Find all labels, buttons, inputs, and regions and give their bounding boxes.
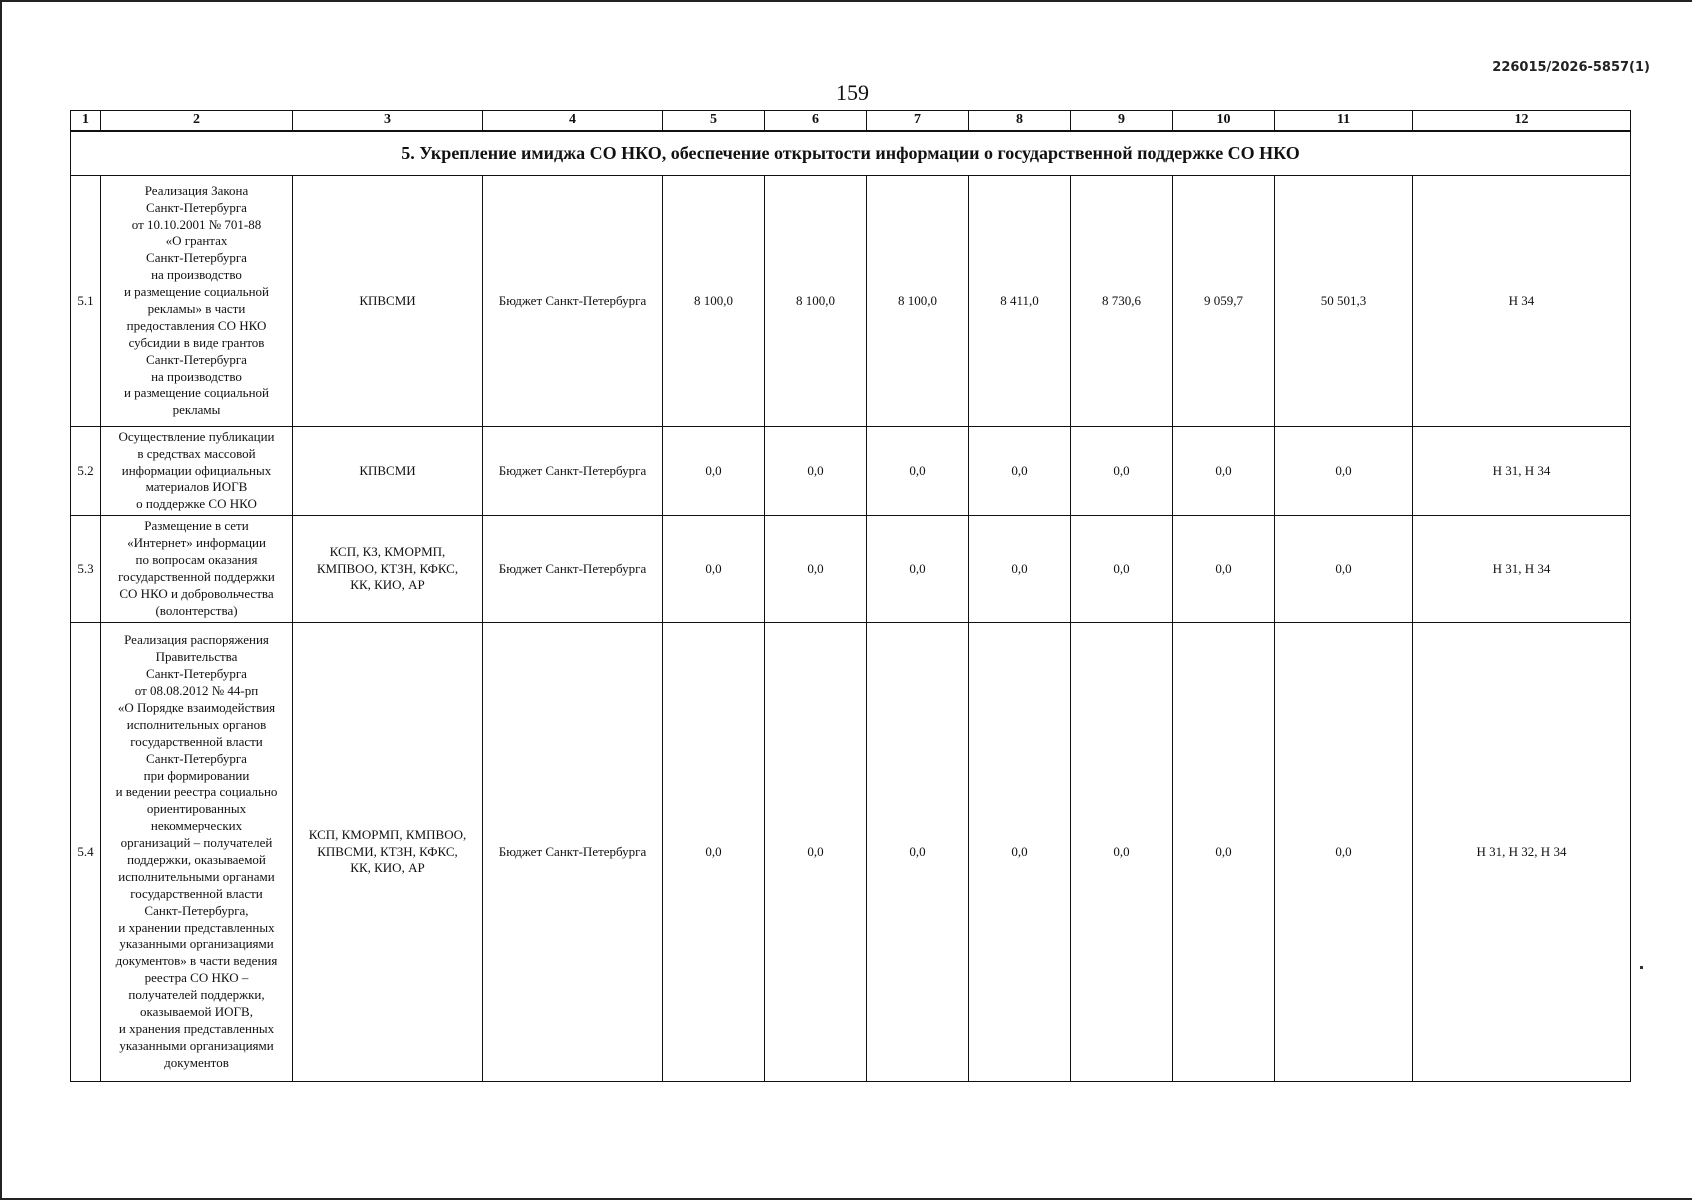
- column-header: 7: [867, 111, 969, 132]
- row-number: 5.3: [71, 516, 101, 623]
- document-code: 226015/2026-5857(1): [1492, 60, 1650, 75]
- indicator-codes: Н 31, Н 32, Н 34: [1413, 623, 1631, 1082]
- value-col-5: 8 100,0: [663, 176, 765, 427]
- executor: КПВСМИ: [293, 427, 483, 516]
- value-total: 0,0: [1275, 427, 1413, 516]
- value-col-10: 0,0: [1173, 623, 1275, 1082]
- value-col-8: 0,0: [969, 516, 1071, 623]
- column-header: 5: [663, 111, 765, 132]
- value-col-5: 0,0: [663, 516, 765, 623]
- scan-left-border: [0, 0, 2, 1200]
- column-header: 12: [1413, 111, 1631, 132]
- section-title: 5. Укрепление имиджа СО НКО, обеспечение открытости информации о государственной поддержке СО НКО: [71, 131, 1631, 176]
- activity-description: Размещение в сети «Интернет» информации по вопросам оказания государственной поддержки СО НКО и добровольчества (волонтерства): [101, 516, 293, 623]
- value-col-6: 8 100,0: [765, 176, 867, 427]
- column-header: 2: [101, 111, 293, 132]
- row-number: 5.4: [71, 623, 101, 1082]
- program-activities-table: [70, 110, 1631, 1082]
- column-header: 8: [969, 111, 1071, 132]
- value-col-8: 0,0: [969, 623, 1071, 1082]
- value-col-10: 0,0: [1173, 427, 1275, 516]
- row-number: 5.2: [71, 427, 101, 516]
- funding-source: Бюджет Санкт-Петербурга: [483, 516, 663, 623]
- value-col-9: 0,0: [1071, 623, 1173, 1082]
- value-total: 0,0: [1275, 623, 1413, 1082]
- activity-description: Реализация Закона Санкт-Петербурга от 10.10.2001 № 701-88 «О грантах Санкт-Петербурга на производство и размещение социальной рекламы» в части предоставления СО НКО субсидии в виде грантов Санкт-Петербурга на производство и размещение социальной рекламы: [101, 176, 293, 427]
- value-col-10: 0,0: [1173, 516, 1275, 623]
- activity-description: Осуществление публикации в средствах массовой информации официальных материалов ИОГВ о поддержке СО НКО: [101, 427, 293, 516]
- executor: КСП, КЗ, КМОРМП, КМПВОО, КТЗН, КФКС, КК, КИО, АР: [293, 516, 483, 623]
- indicator-codes: Н 31, Н 34: [1413, 516, 1631, 623]
- column-header: 9: [1071, 111, 1173, 132]
- executor: КПВСМИ: [293, 176, 483, 427]
- column-header: 4: [483, 111, 663, 132]
- page-number: 159: [836, 80, 869, 105]
- indicator-codes: Н 31, Н 34: [1413, 427, 1631, 516]
- value-col-5: 0,0: [663, 623, 765, 1082]
- indicator-codes: Н 34: [1413, 176, 1631, 427]
- value-col-10: 9 059,7: [1173, 176, 1275, 427]
- column-header: 10: [1173, 111, 1275, 132]
- value-col-6: 0,0: [765, 427, 867, 516]
- table-row: [71, 427, 1631, 516]
- table-row: [71, 176, 1631, 427]
- funding-source: Бюджет Санкт-Петербурга: [483, 427, 663, 516]
- scan-top-border: [0, 0, 1692, 2]
- value-col-9: 8 730,6: [1071, 176, 1173, 427]
- value-col-6: 0,0: [765, 516, 867, 623]
- value-col-7: 0,0: [867, 427, 969, 516]
- value-col-7: 0,0: [867, 623, 969, 1082]
- value-col-8: 8 411,0: [969, 176, 1071, 427]
- row-number: 5.1: [71, 176, 101, 427]
- value-col-9: 0,0: [1071, 427, 1173, 516]
- value-col-7: 0,0: [867, 516, 969, 623]
- value-col-6: 0,0: [765, 623, 867, 1082]
- column-header: 11: [1275, 111, 1413, 132]
- table-row: [71, 516, 1631, 623]
- value-col-7: 8 100,0: [867, 176, 969, 427]
- value-col-5: 0,0: [663, 427, 765, 516]
- column-number-header-row: [71, 111, 1631, 132]
- scan-artifact-dot: [1640, 966, 1643, 969]
- value-col-8: 0,0: [969, 427, 1071, 516]
- column-header: 6: [765, 111, 867, 132]
- funding-source: Бюджет Санкт-Петербурга: [483, 176, 663, 427]
- value-total: 0,0: [1275, 516, 1413, 623]
- executor: КСП, КМОРМП, КМПВОО, КПВСМИ, КТЗН, КФКС, КК, КИО, АР: [293, 623, 483, 1082]
- column-header: 3: [293, 111, 483, 132]
- value-col-9: 0,0: [1071, 516, 1173, 623]
- activity-description: Реализация распоряжения Правительства Санкт-Петербурга от 08.08.2012 № 44-рп «О Порядке взаимодействия исполнительных органов государственной власти Санкт-Петербурга при формировании и ведении реестра социально ориентированных некоммерческих организаций – получателей поддержки, оказываемой исполнительными органами государственной власти Санкт-Петербурга, и хранении представленных указанными организациями документов» в части ведения реестра СО НКО – получателей поддержки, оказываемой ИОГВ, и хранения представленных указанными организациями документов: [101, 623, 293, 1082]
- column-header: 1: [71, 111, 101, 132]
- value-total: 50 501,3: [1275, 176, 1413, 427]
- funding-source: Бюджет Санкт-Петербурга: [483, 623, 663, 1082]
- table-row: [71, 623, 1631, 1082]
- section-title-row: [71, 131, 1631, 176]
